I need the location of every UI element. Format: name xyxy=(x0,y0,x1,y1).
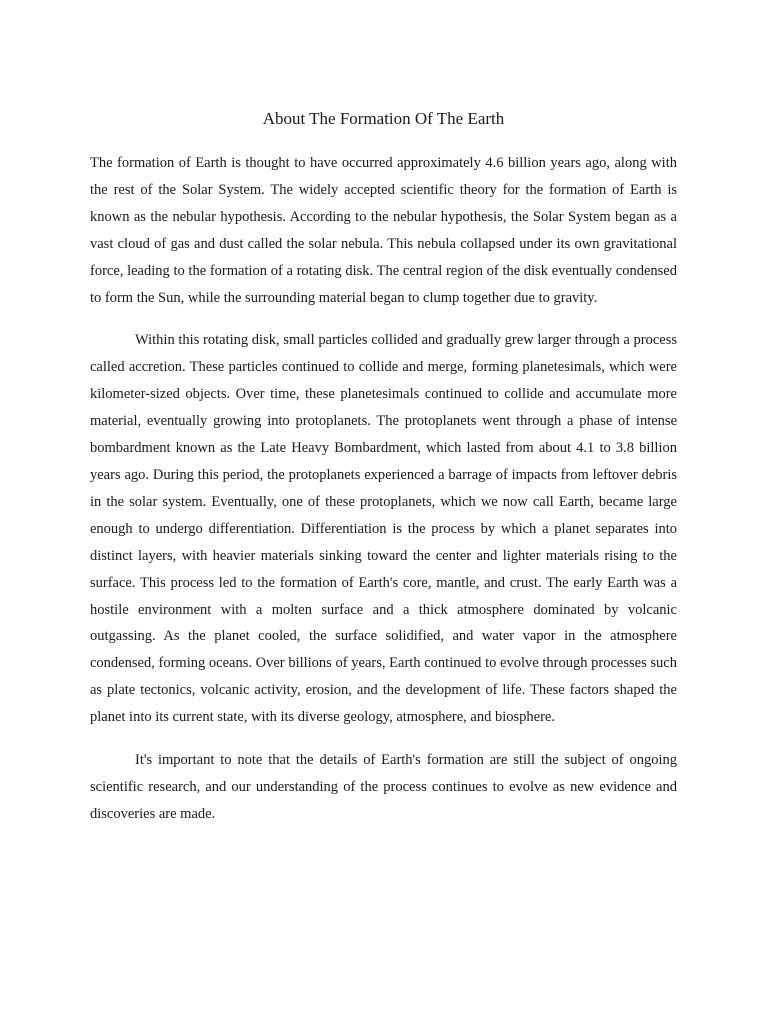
paragraph-formation-overview: The formation of Earth is thought to have occurred approximately 4.6 billion years ago, along with the rest of the Solar System. The widely accepted scientific theory for the formation of Earth is known as the nebular hypothesis. According to the nebular hypothesis, the Solar System began as a vast cloud of gas and dust called the solar nebula. This nebula collapsed under its own gravitational force, leading to the formation of a rotating disk. The central region of the disk eventually condensed to form the Sun, while the surrounding material began to clump together due to gravity. xyxy=(90,155,677,306)
document-title: About The Formation Of The Earth xyxy=(262,109,505,128)
paragraph-ongoing-research: It's important to note that the details of Earth's formation are still the subject of ongoing scientific research, and our understanding of the process continues to evolve as new evidence and discoveries are made. xyxy=(90,752,677,822)
paragraph-accretion-differentiation: Within this rotating disk, small particles collided and gradually grew larger through a process called accretion. These particles continued to collide and merge, forming planetesimals, which were kilometer-sized objects. Over time, these planetesimals continued to collide and accumulate more material, eventually growing into protoplanets. The protoplanets went through a phase of intense bombardment known as the Late Heavy Bombardment, which lasted from about 4.1 to 3.8 billion years ago. During this period, the protoplanets experienced a barrage of impacts from leftover debris in the solar system. Eventually, one of these protoplanets, which we now call Earth, became large enough to undergo differentiation. Differentiation is the process by which a planet separates into distinct layers, with heavier materials sinking toward the center and lighter materials rising to the surface. This process led to the formation of Earth's core, mantle, and crust. The early Earth was a hostile environment with a molten surface and a thick atmosphere dominated by volcanic outgassing. As the planet cooled, the surface solidified, and water vapor in the atmosphere condensed, forming oceans. Over billions of years, Earth continued to evolve through processes such as plate tectonics, volcanic activity, erosion, and the development of life. These factors shaped the planet into its current state, with its diverse geology, atmosphere, and biosphere. xyxy=(90,332,677,726)
